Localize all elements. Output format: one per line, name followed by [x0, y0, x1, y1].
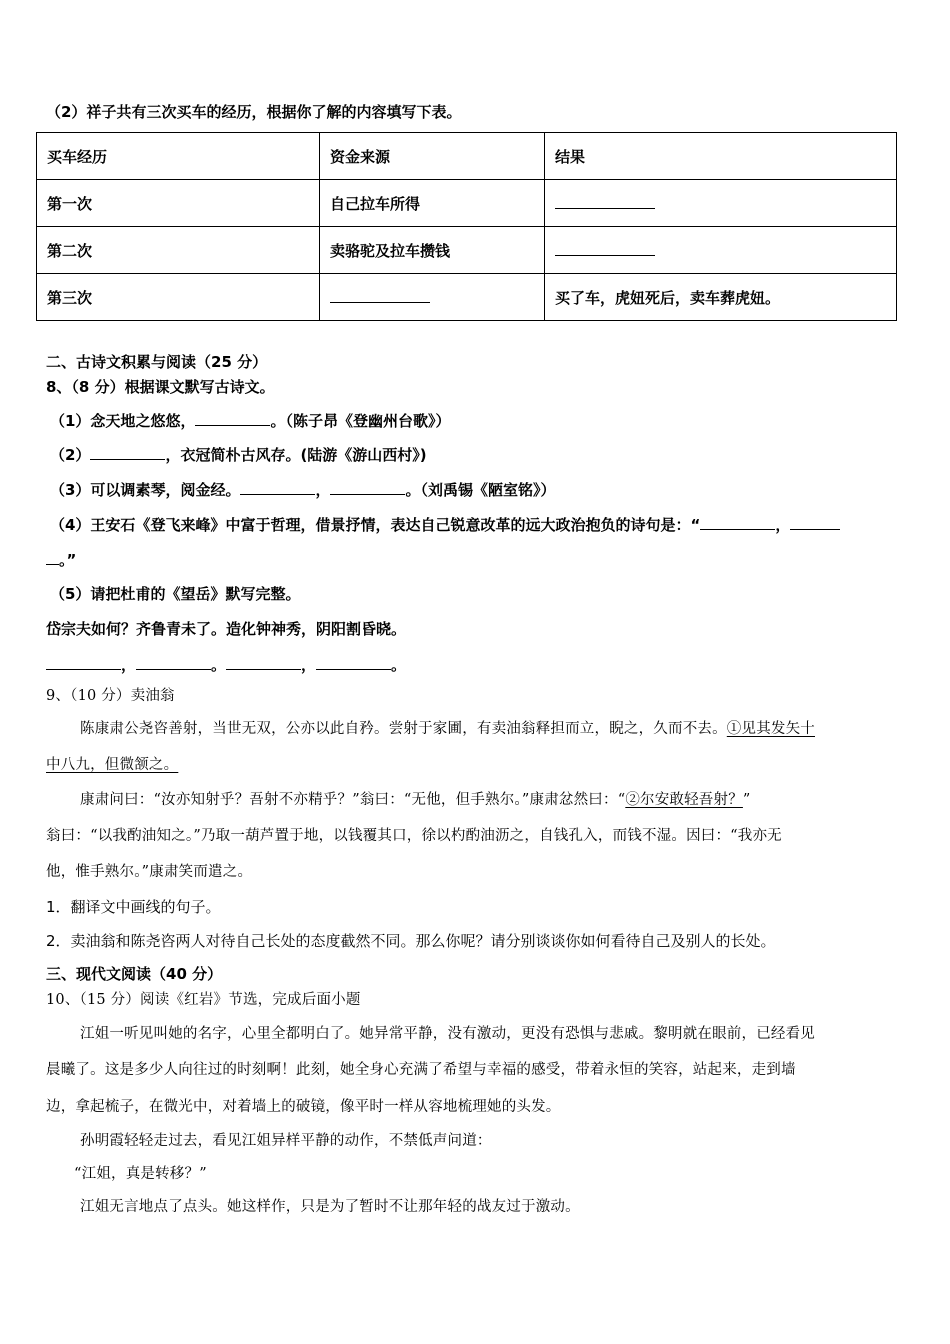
- fill-blank[interactable]: [46, 549, 59, 565]
- q8-part4-cont: 。”: [46, 549, 76, 570]
- q9-passage-line5: 他，惟手熟尔。”康肃笑而遣之。: [46, 864, 253, 880]
- header-cell: 资金来源: [320, 133, 545, 180]
- row-result: 买了车，虎妞死后，卖车葬虎妞。: [545, 274, 897, 321]
- q8-part4: （4）王安石《登飞来峰》中富于哲理，借景抒情，表达自己锐意改革的远大政治抱负的诗句是：“ ，: [50, 514, 840, 535]
- q9-task1: 1．翻译文中画线的句子。: [46, 898, 221, 916]
- fill-blank[interactable]: [330, 288, 430, 303]
- row-source: 自己拉车所得: [320, 180, 545, 227]
- fill-blank[interactable]: [136, 654, 211, 670]
- table-row: [37, 180, 897, 227]
- row-source: 卖骆驼及拉车攒钱: [320, 227, 545, 274]
- q10-passage-line3: 边，拿起梳子，在微光中，对着墙上的破镜，像平时一样从容地梳理她的头发。: [46, 1099, 561, 1115]
- underlined-sentence-2: ②尔安敢轻吾射？: [625, 792, 743, 808]
- q9-passage-line4: 翁曰：“以我酌油知之。”乃取一葫芦置于地，以钱覆其口，徐以杓酌油沥之，自钱孔入，而钱不湿。因曰：“我亦无: [46, 828, 782, 844]
- row-label: 第三次: [37, 274, 320, 321]
- row-label: 第一次: [37, 180, 320, 227]
- car-purchase-table: [36, 132, 897, 321]
- table-row: [37, 274, 897, 321]
- fill-blank[interactable]: [46, 654, 121, 670]
- fill-blank[interactable]: [195, 410, 270, 426]
- q9-passage-line2: [46, 755, 178, 775]
- row-source-blank[interactable]: [320, 274, 545, 321]
- row-label: 第二次: [37, 227, 320, 274]
- q10-passage-line5: “江姐，真是转移？”: [74, 1166, 207, 1182]
- fill-blank[interactable]: [316, 654, 391, 670]
- q10-passage-line4: 孙明霞轻轻走过去，看见江姐异样平静的动作，不禁低声问道：: [80, 1133, 492, 1149]
- question-7-part2: （2）祥子共有三次买车的经历，根据你了解的内容填写下表。: [46, 103, 462, 121]
- fill-blank[interactable]: [700, 514, 775, 530]
- q9-passage-line1: 陈康肃公尧咨善射，当世无双，公亦以此自矜。尝射于家圃，有卖油翁释担而立，睨之，久而不去。①见其发矢十: [80, 721, 815, 737]
- q10-passage-line6: 江姐无言地点了点头。她这样作，只是为了暂时不让那年轻的战友过于激动。: [80, 1199, 580, 1215]
- table-row: [37, 227, 897, 274]
- q8-part2: （2） ，衣冠简朴古风存。(陆游《游山西村》): [50, 446, 427, 464]
- q10-passage-line1: 江姐一听见叫她的名字，心里全都明白了。她异常平静，没有激动，更没有恐惧与悲戚。黎明就在眼前，已经看见: [80, 1026, 815, 1042]
- fill-blank[interactable]: [330, 479, 405, 495]
- fill-blank[interactable]: [555, 194, 655, 209]
- q8-part5-poem: 岱宗夫如何？齐鲁青未了。造化钟神秀，阴阳割昏晓。: [46, 620, 407, 638]
- fill-blank[interactable]: [240, 479, 315, 495]
- underlined-sentence-1-cont: 中八九，但微颔之。: [46, 757, 179, 773]
- q8-part1: （1）念天地之悠悠， 。（陈子昂《登幽州台歌》）: [50, 412, 451, 430]
- q9-task2: 2．卖油翁和陈尧咨两人对待自己长处的态度截然不同。那么你呢？请分别谈谈你如何看待自己及别人的长处。: [46, 932, 776, 950]
- q10-passage-line2: 晨曦了。这是多少人向往过的时刻啊！此刻，她全身心充满了希望与幸福的感受，带着永恒的笑容，站起来，走到墙: [46, 1062, 796, 1078]
- header-cell: 结果: [545, 133, 897, 180]
- fill-blank[interactable]: [226, 654, 301, 670]
- question-8-head: 8、（8 分）根据课文默写古诗文。: [46, 378, 275, 396]
- question-10-head: 10、（15 分）阅读《红岩》节选，完成后面小题: [46, 992, 361, 1008]
- header-cell: 买车经历: [37, 133, 320, 180]
- row-result-blank[interactable]: [545, 180, 897, 227]
- q8-part5-blanks: ， 。 ， 。: [46, 654, 406, 675]
- fill-blank[interactable]: [555, 241, 655, 256]
- section-3-title: 三、现代文阅读（40 分）: [46, 965, 223, 983]
- section-2-title: 二、古诗文积累与阅读（25 分）: [46, 353, 268, 371]
- q9-passage-line3: 康肃问曰：“汝亦知射乎？吾射不亦精乎？”翁曰：“无他，但手熟尔。”康肃忿然曰：“②尔安敢轻吾射？”: [80, 792, 751, 808]
- fill-blank[interactable]: [90, 444, 165, 460]
- table-header-row: [37, 133, 897, 180]
- fill-blank[interactable]: [790, 514, 840, 530]
- q8-part3: （3）可以调素琴，阅金经。 ， 。（刘禹锡《陋室铭》）: [50, 481, 556, 499]
- underlined-sentence-1: ①见其发矢十: [726, 721, 815, 737]
- row-result-blank[interactable]: [545, 227, 897, 274]
- q8-part5: （5）请把杜甫的《望岳》默写完整。: [50, 585, 301, 603]
- question-9-head: 9、（10 分）卖油翁: [46, 688, 175, 704]
